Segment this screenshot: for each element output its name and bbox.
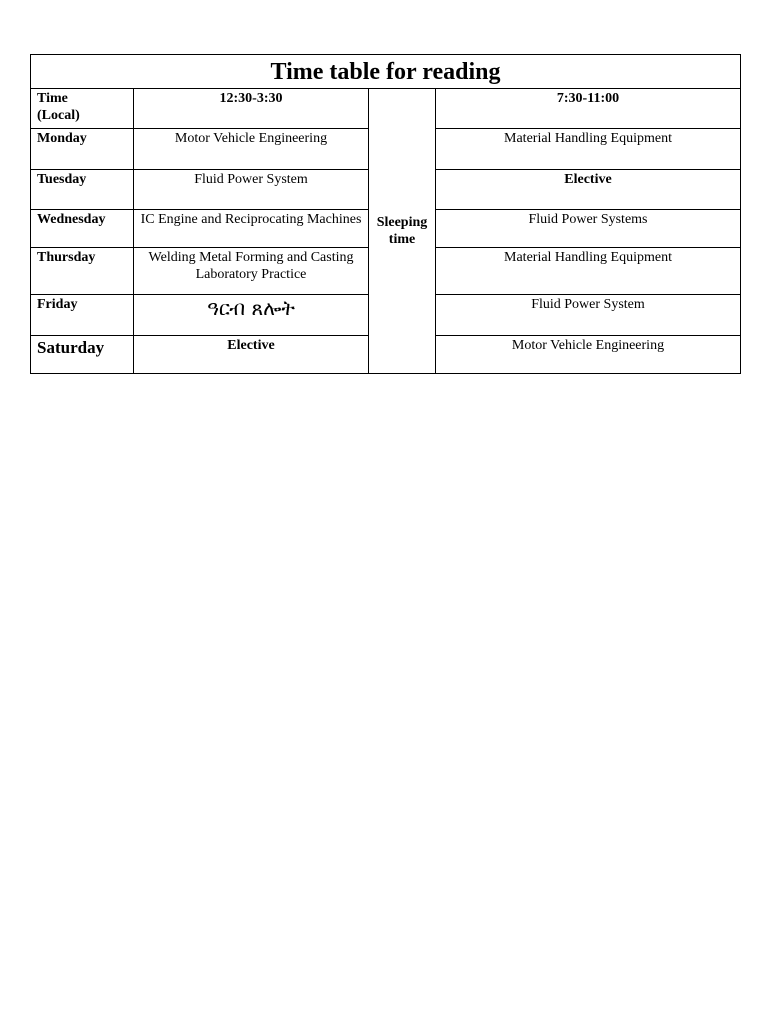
wednesday-slot1: IC Engine and Reciprocating Machines xyxy=(134,210,369,248)
local-label: (Local) xyxy=(37,108,80,123)
header-row xyxy=(31,89,741,129)
saturday-slot2: Motor Vehicle Engineering xyxy=(436,336,741,374)
timetable-title: Time table for reading xyxy=(31,55,741,89)
thursday-slot1-line2: Laboratory Practice xyxy=(195,267,307,282)
day-thursday: Thursday xyxy=(31,248,134,295)
sleeping-time-label: time xyxy=(388,232,416,247)
sleeping-time-cell xyxy=(369,89,436,374)
sleeping-label: Sleeping xyxy=(376,215,428,230)
reading-timetable xyxy=(30,54,741,374)
slot2-header: 7:30-11:00 xyxy=(436,89,741,129)
day-wednesday: Wednesday xyxy=(31,210,134,248)
tuesday-slot2: Elective xyxy=(436,170,741,210)
slot1-header: 12:30-3:30 xyxy=(134,89,369,129)
day-saturday: Saturday xyxy=(31,336,134,374)
thursday-slot2: Material Handling Equipment xyxy=(436,248,741,295)
tuesday-slot1: Fluid Power System xyxy=(134,170,369,210)
wednesday-slot2: Fluid Power Systems xyxy=(436,210,741,248)
monday-slot1: Motor Vehicle Engineering xyxy=(134,129,369,170)
saturday-slot1: Elective xyxy=(134,336,369,374)
friday-slot2: Fluid Power System xyxy=(436,295,741,336)
friday-slot1: ዓርብ ጸሎት xyxy=(134,295,369,336)
day-friday: Friday xyxy=(31,295,134,336)
monday-slot2: Material Handling Equipment xyxy=(436,129,741,170)
thursday-slot1-line1: Welding Metal Forming and Casting xyxy=(148,250,354,265)
title-row xyxy=(31,55,741,89)
day-monday: Monday xyxy=(31,129,134,170)
time-label: Time xyxy=(37,91,68,106)
time-local-header xyxy=(31,89,134,129)
thursday-slot1 xyxy=(134,248,369,295)
day-tuesday: Tuesday xyxy=(31,170,134,210)
